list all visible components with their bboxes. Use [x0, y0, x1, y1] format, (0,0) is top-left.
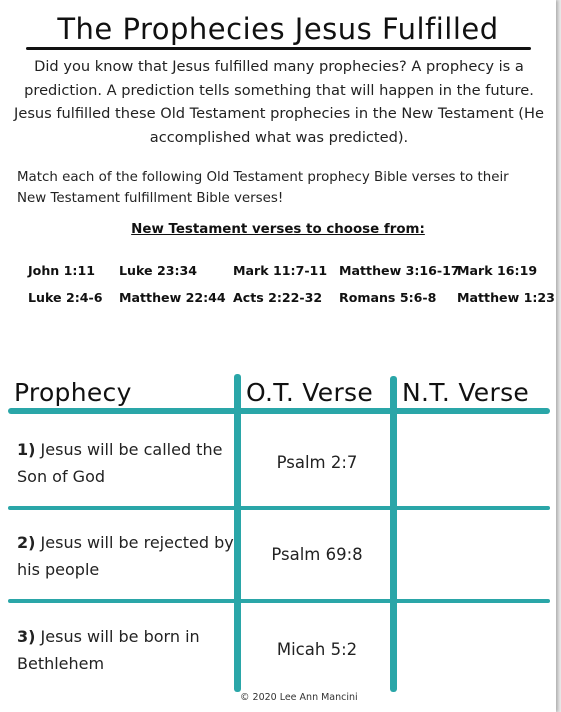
prophecy-text: Jesus will be called the Son of God: [17, 440, 223, 486]
nt-verse-answer-cell[interactable]: [398, 416, 548, 504]
table-row-prophecy: [17, 529, 235, 583]
table-row-prophecy: [17, 436, 235, 490]
ot-verse-cell: Psalm 2:7: [276, 453, 358, 472]
copyright-notice: © 2020 Lee Ann Mancini: [240, 692, 358, 703]
table-column-divider: [390, 376, 397, 692]
nt-verse-choice: Luke 2:4-6: [28, 290, 103, 305]
prophecy-text: Jesus will be born in Bethlehem: [17, 627, 200, 673]
instructions-text: Match each of the following Old Testament prophecy Bible verses to their New Testament fulfillment Bible verses!: [17, 170, 509, 206]
nt-verse-choice: Mark 16:19: [457, 263, 538, 278]
nt-verse-choice: Matthew 22:44: [119, 290, 226, 305]
ot-verse-cell: Psalm 69:8: [271, 545, 363, 564]
row-number: 2): [17, 533, 36, 552]
page-title: The Prophecies Jesus Fulfilled: [57, 12, 499, 46]
prophecy-text: Jesus will be rejected by his people: [17, 533, 234, 579]
title-underline: [26, 47, 531, 50]
nt-verse-choice: Matthew 1:23: [457, 290, 555, 305]
column-header-prophecy: Prophecy: [14, 378, 132, 407]
table-column-divider: [234, 374, 241, 692]
table-row-divider: [8, 599, 550, 603]
nt-verse-answer-cell[interactable]: [398, 512, 548, 597]
column-header-ot-verse: O.T. Verse: [246, 378, 374, 407]
nt-verse-choice: Mark 11:7-11: [233, 263, 328, 278]
nt-verses-heading: New Testament verses to choose from:: [131, 222, 425, 237]
nt-verse-choice: Romans 5:6-8: [339, 290, 437, 305]
nt-verse-choice: Acts 2:22-32: [233, 290, 323, 305]
row-number: 3): [17, 627, 36, 646]
table-row-divider: [8, 506, 550, 510]
ot-verse-cell: Micah 5:2: [276, 640, 358, 659]
column-header-nt-verse: N.T. Verse: [402, 378, 530, 407]
nt-verse-choice: John 1:11: [28, 263, 95, 278]
table-row-prophecy: [17, 623, 235, 677]
intro-paragraph: Did you know that Jesus fulfilled many prophecies? A prophecy is a prediction. A prediction tells something that will happen in the future. Jesus fulfilled these Old Testament prophecies in the New Testament (He accomplished what was predicted).: [14, 58, 544, 146]
nt-verse-answer-cell[interactable]: [398, 606, 548, 690]
nt-verse-choice: Luke 23:34: [119, 263, 198, 278]
nt-verse-choice: Matthew 3:16-17: [339, 263, 460, 278]
row-number: 1): [17, 440, 36, 459]
table-header-divider: [8, 408, 550, 414]
